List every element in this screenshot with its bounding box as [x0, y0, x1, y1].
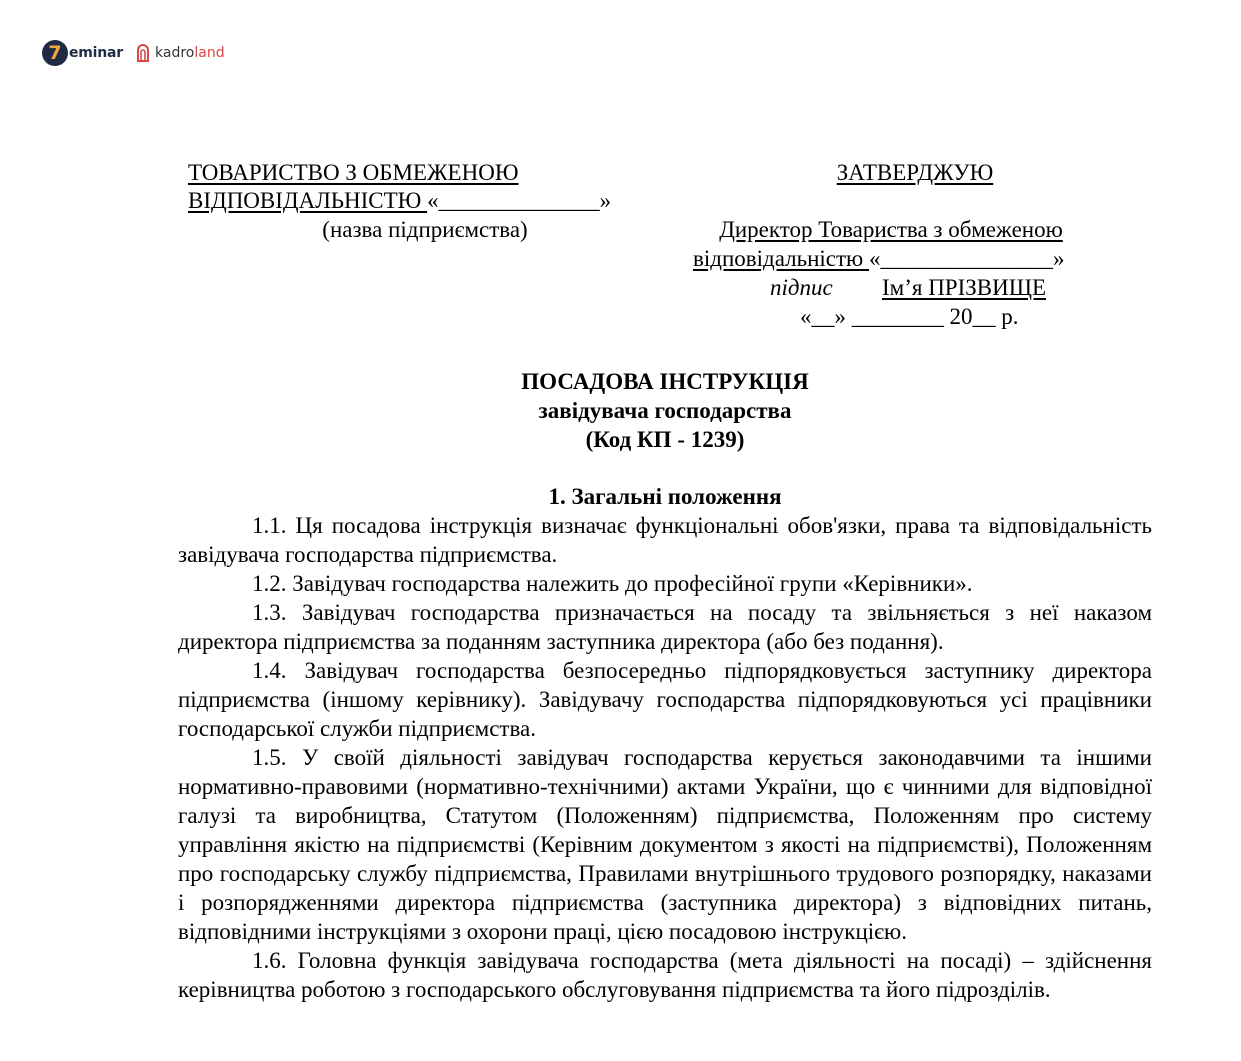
approve-heading: ЗАТВЕРДЖУЮ [836, 160, 994, 185]
paragraph-1-3: 1.3. Завідувач господарства призначається на посаду та звільняється з неї наказом директора підприємства за поданням заступника директора (або без подання). [178, 600, 1152, 654]
kadroland-logo-text: kadroland [155, 45, 225, 61]
seminar-logo [42, 40, 123, 66]
director-title-line1: Директор Товариства з обмеженою [719, 217, 1063, 242]
document-code: (Код КП - 1239) [585, 427, 745, 452]
kadroland-logo [135, 43, 225, 63]
section-heading: 1. Загальні положення [548, 484, 782, 509]
company-name-caption: (назва підприємства) [322, 217, 528, 242]
company-name-line1: ТОВАРИСТВО З ОБМЕЖЕНОЮ [188, 160, 519, 185]
seminar-logo-mark: 7 [42, 40, 68, 66]
company-name-line2: ВІДПОВІДАЛЬНІСТЮ «______________» [188, 188, 612, 213]
paragraph-1-2: 1.2. Завідувач господарства належить до професійної групи «Керівники». [252, 571, 973, 596]
paragraph-1-1: 1.1. Ця посадова інструкція визначає функціональні обов'язки, права та відповідальність завідувача господарства підприємства. [178, 513, 1152, 567]
document-subtitle: завідувача господарства [538, 398, 792, 423]
document-title: ПОСАДОВА ІНСТРУКЦІЯ [521, 369, 809, 394]
signature-label: підпис [770, 275, 833, 300]
paragraph-1-5: 1.5. У своїй діяльності завідувач господарства керується законодавчими та іншими нормативно-правовими (нормативно-технічними) актами України, що є чинними для відповідної галузі та виробництва, Статутом (Положенням) підприємства, Положенням про систему управління якістю на підприємстві (Керівним документом з якості на підприємстві), Положенням про господарську службу підприємства, Правилами внутрішнього трудового розпорядку, наказами і розпорядженнями директора підприємства (заступника директора) з відповідних питань, відповідними інструкціями з охорони праці, цією посадовою інструкцією. [178, 745, 1152, 944]
paragraph-1-6: 1.6. Головна функція завідувача господарства (мета діяльності на посаді) – здійснення керівництва роботою з господарського обслуговування підприємства та його підрозділів. [178, 948, 1152, 1002]
paragraph-1-4: 1.4. Завідувач господарства безпосередньо підпорядковується заступнику директора підприємства (іншому керівнику). Завідувачу господарства підпорядковуються усі працівники господарської служби підприємства. [178, 658, 1152, 741]
approval-date: «__» ________ 20__ р. [800, 304, 1019, 329]
header-logos [42, 38, 225, 68]
seminar-logo-text: eminar [69, 45, 124, 61]
section-body [178, 511, 1152, 1004]
name-surname-label: Ім’я ПРІЗВИЩЕ [882, 275, 1046, 300]
director-title-line2: відповідальністю «_______________» [693, 246, 1065, 271]
kadroland-logo-icon [135, 43, 151, 63]
